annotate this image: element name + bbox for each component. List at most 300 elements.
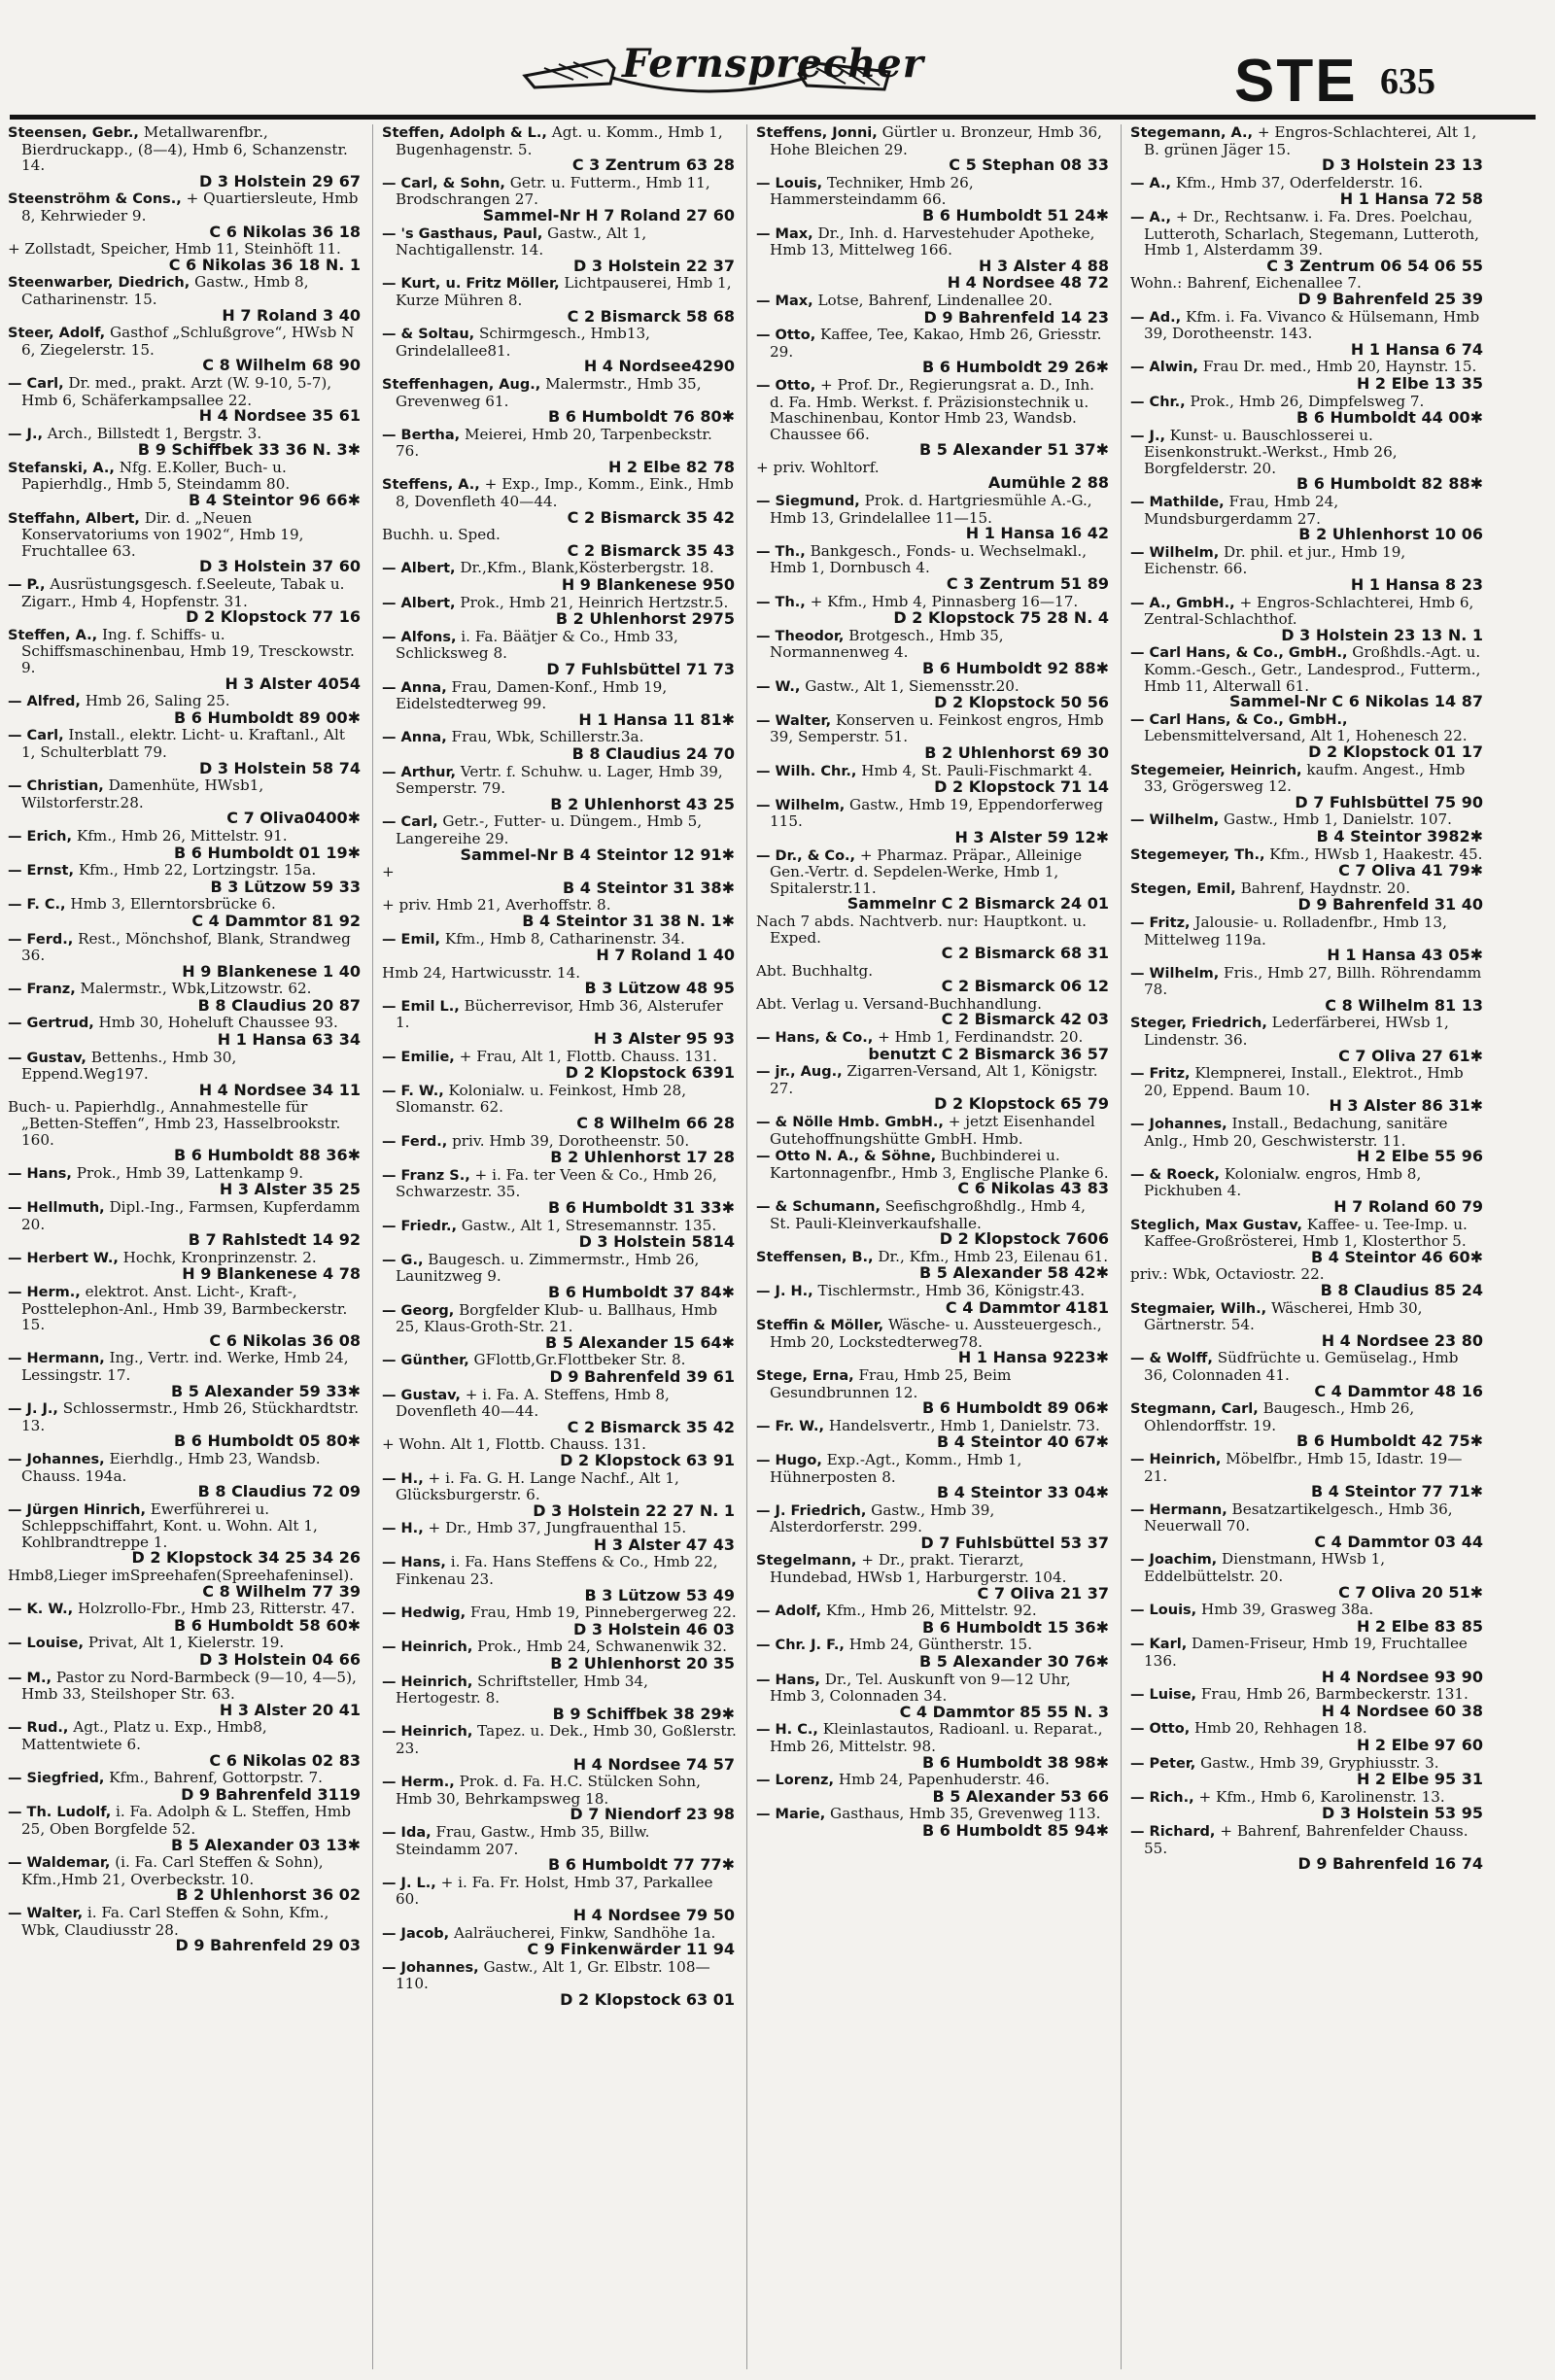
directory-entry: [8, 1601, 363, 1634]
entry-phone: D 2 Klopstock 77 16: [186, 607, 361, 627]
entry-phone: B 2 Uhlenhorst 20 35: [550, 1654, 735, 1673]
entry-details: Hmb 4, St. Pauli-Fischmarkt 4.: [856, 761, 1092, 779]
directory-entry: [756, 124, 1111, 174]
directory-entry: [382, 1959, 737, 2009]
entry-name: — Lorenz,: [756, 1773, 835, 1789]
entry-name: — Johannes,: [8, 1451, 105, 1467]
entry-name: — Franz S.,: [382, 1167, 470, 1184]
directory-entry: [8, 693, 363, 726]
entry-phone: H 4 Nordsee 35 61: [198, 406, 361, 426]
entry-name: — Jacob,: [382, 1925, 450, 1942]
entry-name: — Th.,: [756, 594, 806, 610]
entry-name: — Hans,: [382, 1555, 446, 1571]
entry-phone: C 6 Nikolas 36 18: [209, 222, 361, 241]
entry-name: — Günther,: [382, 1353, 469, 1369]
directory-entry: [8, 1568, 363, 1600]
entry-details: + Dr., prakt. Tierarzt, Hundebad, HWsb 1, Harburgerstr. 104.: [770, 1551, 1067, 1587]
entry-phone: D 3 Holstein 23 13: [1322, 155, 1483, 175]
entry-phone: H 1 Hansa 6 74: [1350, 339, 1483, 359]
entry-details: Bahrenf, Haydnstr. 20.: [1235, 879, 1411, 897]
directory-entry: [382, 175, 737, 224]
entry-phone: B 5 Alexander 03 13✱: [171, 1835, 361, 1854]
entry-phone: H 4 Nordsee 93 90: [1321, 1667, 1483, 1686]
directory-entry: [756, 594, 1111, 627]
entry-name: — Theodor,: [756, 628, 845, 644]
directory-entry: [756, 175, 1111, 224]
entry-phone: H 9 Blankenese 950: [561, 575, 735, 595]
entry-name: — Heinrich,: [382, 1639, 473, 1656]
entry-name: — Erich,: [8, 828, 73, 845]
directory-entry: [756, 628, 1111, 677]
entry-details: Dr., Tel. Auskunft von 9—12 Uhr, Hmb 3, Colonnaden 34.: [770, 1670, 1071, 1706]
entry-phone: B 2 Uhlenhorst 17 28: [550, 1148, 735, 1167]
entry-name: — J. H.,: [756, 1283, 813, 1299]
directory-entry: [1130, 275, 1485, 307]
entry-details: Abt. Buchhaltg.: [756, 961, 874, 980]
entry-details: Bücherrevisor, Hmb 36, Alsterufer 1.: [396, 996, 723, 1032]
entry-phone: D 3 Holstein 23 13 N. 1: [1281, 625, 1483, 644]
entry-details: priv. Hmb 39, Dorotheenstr. 50.: [447, 1131, 690, 1150]
entry-details: + i. Fa. G. H. Lange Nachf., Alt 1, Glücksburgerstr. 6.: [396, 1468, 679, 1504]
entry-details: Dr., Inh. d. Harvestehuder Apotheke, Hmb 13, Mittelweg 166.: [770, 224, 1095, 259]
entry-details: + Engros-Schlachterei, Hmb 6, Zentral-Schlachthof.: [1144, 593, 1474, 629]
directory-entry: [382, 476, 737, 526]
entry-phone: C 3 Zentrum 06 54 06 55: [1266, 256, 1483, 275]
entry-name: — Fritz,: [1130, 1066, 1191, 1083]
entry-phone: C 3 Zentrum 63 28: [571, 155, 735, 175]
entry-details: Agt., Platz u. Exp., Hmb8, Mattentwiete 6.: [21, 1718, 267, 1753]
directory-entry: [756, 1452, 1111, 1501]
entry-phone: D 7 Fuhlsbüttel 71 73: [546, 660, 735, 678]
entry-name: — Anna,: [382, 679, 447, 696]
entry-name: — Max,: [756, 225, 813, 242]
entry-phone: C 9 Finkenwärder 11 94: [527, 1940, 735, 1959]
entry-name: — Louis,: [1130, 1603, 1197, 1619]
entry-phone: H 1 Hansa 8 23: [1350, 575, 1483, 595]
entry-details: Frau, Wbk, Schillerstr.3a.: [446, 728, 644, 746]
entry-phone: C 2 Bismarck 35 43: [567, 540, 735, 560]
entry-details: + Wohn. Alt 1, Flottb. Chauss. 131.: [382, 1435, 646, 1454]
entry-phone: B 6 Humboldt 77 77✱: [547, 1855, 735, 1875]
entry-name: — & Wolff,: [1130, 1351, 1213, 1367]
directory-entry: [756, 1249, 1111, 1282]
entry-phone: D 2 Klopstock 7606: [939, 1229, 1109, 1249]
entry-phone: D 3 Holstein 29 67: [199, 171, 361, 190]
entry-name: Stegmaier, Wilh.,: [1130, 1300, 1267, 1317]
entry-details: Besatzartikelgesch., Hmb 36, Neuerwall 70.: [1144, 1500, 1453, 1535]
entry-name: — Arthur,: [382, 764, 457, 780]
entry-phone: H 3 Alster 4054: [225, 673, 361, 693]
directory-entry: [382, 1252, 737, 1301]
entry-details: Prok., Hmb 24, Schwanenwik 32.: [472, 1638, 728, 1656]
entry-name: — Friedr.,: [382, 1218, 457, 1234]
entry-details: Damenhüte, HWsb1, Wilstorferstr.28.: [21, 776, 264, 811]
entry-details: Dipl.-Ing., Farmsen, Kupferdamm 20.: [21, 1198, 361, 1233]
entry-phone: Sammelnr C 2 Bismarck 24 01: [847, 894, 1109, 914]
entry-phone: B 9 Schiffbek 33 36 N. 3✱: [137, 440, 361, 460]
directory-entry: [8, 124, 363, 190]
directory-entry: [1130, 811, 1485, 845]
entry-phone: C 2 Bismarck 42 03: [941, 1010, 1109, 1029]
entry-details: Wohn.: Bahrenf, Eichenallee 7.: [1130, 274, 1362, 293]
entry-phone: B 8 Claudius 72 09: [197, 1482, 361, 1501]
directory-entry: [382, 595, 737, 628]
entry-name: Steenwarber, Diedrich,: [8, 275, 190, 292]
entry-name: — Fr. W.,: [756, 1418, 824, 1434]
entry-name: — H.,: [382, 1470, 424, 1487]
entry-name: Stegemeyer, Th.,: [1130, 846, 1265, 863]
entry-phone: B 5 Alexander 53 66: [932, 1786, 1109, 1806]
entry-details: + priv. Hmb 21, Averhoffstr. 8.: [382, 896, 611, 914]
entry-name: — Hellmuth,: [8, 1200, 105, 1216]
directory-entry: [8, 460, 363, 509]
entry-phone: B 2 Uhlenhorst 69 30: [924, 742, 1109, 762]
entry-phone: D 9 Bahrenfeld 16 74: [1297, 1854, 1483, 1874]
directory-entry: [8, 1165, 363, 1198]
entry-name: — Mathilde,: [1130, 495, 1225, 511]
directory-entry: [382, 764, 737, 813]
entry-name: — Marie,: [756, 1807, 826, 1823]
entry-phone: Sammel-Nr C 6 Nikolas 14 87: [1228, 692, 1483, 711]
directory-entry: [8, 1250, 363, 1283]
directory-entry: [8, 1350, 363, 1399]
entry-name: Stegemann, A.,: [1130, 125, 1254, 141]
entry-name: — Ferd.,: [382, 1133, 448, 1150]
directory-entry: [756, 1283, 1111, 1316]
directory-entry: [8, 190, 363, 240]
directory-entry: [382, 965, 737, 997]
entry-phone: H 4 Nordsee 48 72: [947, 273, 1109, 293]
directory-entry: [8, 1770, 363, 1803]
entry-details: + jetzt Eisenhandel Gutehoffnungshütte GmbH. Hmb.: [770, 1113, 1095, 1148]
logo-script-text: Fernsprecher: [622, 41, 924, 86]
entry-details: Buchbinderei u. Kartonnagenfbr., Hmb 3, Englische Planke 6.: [770, 1147, 1109, 1182]
entry-phone: B 6 Humboldt 82 88✱: [1296, 474, 1483, 494]
entry-name: Steer, Adolf,: [8, 326, 106, 342]
entry-name: — & Nölle Hmb. GmbH.,: [756, 1115, 944, 1131]
directory-entry: [756, 327, 1111, 376]
entry-phone: B 6 Humboldt 37 84✱: [547, 1282, 735, 1301]
entry-details: Kolonialw. u. Feinkost, Hmb 28, Slomanstr. 62.: [396, 1081, 687, 1117]
directory-entry: [756, 1029, 1111, 1062]
entry-phone: D 3 Holstein 46 03: [573, 1619, 735, 1638]
entry-details: Lotse, Bahrenf, Lindenallee 20.: [812, 291, 1053, 309]
entry-details: Arch., Billstedt 1, Bergstr. 3.: [42, 424, 262, 442]
directory-entry: [756, 996, 1111, 1028]
entry-details: Techniker, Hmb 26, Hammersteindamm 66.: [770, 173, 974, 209]
directory-entry: [382, 527, 737, 559]
entry-details: Hmb 24, Güntherstr. 15.: [844, 1636, 1033, 1654]
entry-name: — Gertrud,: [8, 1016, 94, 1032]
directory-entry: [1130, 595, 1485, 644]
directory-entry: [756, 678, 1111, 711]
entry-details: Gastw., Alt 1, Stresemannstr. 135.: [456, 1216, 717, 1234]
directory-entry: [1130, 644, 1485, 709]
entry-phone: H 1 Hansa 9223✱: [957, 1348, 1109, 1367]
directory-entry: [756, 1772, 1111, 1805]
entry-phone: C 8 Wilhelm 66 28: [576, 1114, 735, 1133]
directory-entry: [382, 931, 737, 964]
entry-name: — G.,: [382, 1252, 424, 1268]
entry-phone: C 8 Wilhelm 68 90: [202, 356, 361, 375]
entry-details: Malermstr., Hmb 35, Grevenweg 61.: [396, 374, 702, 410]
entry-phone: B 6 Humboldt 38 98✱: [921, 1752, 1109, 1772]
entry-phone: H 3 Alster 59 12✱: [954, 827, 1109, 846]
entry-details: + Prof. Dr., Regierungsrat a. D., Inh. d. Fa. Hmb. Werkst. f. Präzisionstechnik u. Maschinenbau, Kontor Hmb 23, Wandsb. Chaussee 66.: [770, 375, 1094, 443]
entry-details: i. Fa. Carl Steffen & Sohn, Kfm., Wbk, Claudiusstr 28.: [21, 1903, 329, 1939]
entry-phone: D 3 Holstein 22 37: [573, 256, 735, 275]
directory-entry: [382, 326, 737, 375]
entry-details: + Pharmaz. Präpar., Alleinige Gen.-Vertr. d. Sepdelen-Werke, Hmb 1, Spitalerstr.11.: [770, 845, 1083, 897]
entry-name: — J.,: [1130, 428, 1165, 444]
directory-entry: [756, 763, 1111, 796]
entry-details: + priv. Wohltorf.: [756, 458, 880, 476]
entry-name: — Ida,: [382, 1824, 432, 1841]
entry-name: — Franz,: [8, 982, 76, 998]
directory-entry: [1130, 544, 1485, 594]
entry-phone: B 2 Uhlenhorst 36 02: [176, 1885, 361, 1905]
directory-entry: [756, 1721, 1111, 1771]
entry-name: — Max,: [756, 293, 813, 309]
entry-phone: B 8 Claudius 24 70: [571, 743, 735, 763]
directory-entry: [1130, 1720, 1485, 1753]
directory-entry: [8, 1804, 363, 1853]
entry-phone: D 7 Niendorf 23 98: [570, 1805, 735, 1824]
directory-entry: [8, 627, 363, 692]
entry-phone: B 4 Steintor 96 66✱: [189, 491, 361, 510]
entry-details: +: [382, 863, 395, 881]
directory-entry: [382, 427, 737, 476]
entry-details: Hmb 26, Saling 25.: [80, 692, 230, 710]
entry-name: — Rud.,: [8, 1720, 69, 1737]
entry-details: priv.: Wbk, Octaviostr. 22.: [1130, 1265, 1325, 1284]
directory-entry: [382, 225, 737, 275]
directory-entry: [1130, 1217, 1485, 1266]
entry-name: — Carl Hans, & Co., GmbH.,: [1130, 645, 1348, 662]
entry-phone: B 6 Humboldt 51 24✱: [921, 205, 1109, 224]
directory-entry: [8, 1050, 363, 1099]
entry-phone: benutzt C 2 Bismarck 36 57: [868, 1044, 1109, 1063]
entry-name: — J. J.,: [8, 1401, 58, 1418]
directory-entry: [8, 426, 363, 459]
entry-details: Kunst- u. Bauschlosserei u. Eisenkonstrukt.-Werkst., Hmb 26, Borgfelderstr. 20.: [1144, 426, 1398, 477]
entry-name: — P.,: [8, 577, 46, 594]
entry-phone: D 2 Klopstock 63 91: [560, 1450, 735, 1469]
entry-name: — Hedwig,: [382, 1605, 466, 1622]
entry-phone: C 2 Bismarck 35 42: [567, 507, 735, 527]
entry-phone: D 9 Bahrenfeld 29 03: [175, 1936, 361, 1955]
entry-details: Gastw., Hmb 39, Gryphiusstr. 3.: [1195, 1753, 1439, 1772]
directory-entry: [8, 1905, 363, 1954]
entry-phone: D 2 Klopstock 6391: [565, 1063, 735, 1083]
entry-phone: H 7 Roland 60 79: [1333, 1197, 1483, 1216]
entry-phone: C 2 Bismarck 58 68: [567, 306, 735, 326]
entry-details: Dr. med., prakt. Arzt (W. 9-10, 5-7), Hmb 6, Schäferkampsallee 22.: [21, 373, 332, 409]
directory-entry: [756, 1637, 1111, 1670]
entry-phone: D 9 Bahrenfeld 39 61: [549, 1366, 735, 1386]
entry-details: Dr. phil. et jur., Hmb 19, Eichenstr. 66.: [1144, 542, 1406, 578]
entry-name: Stegmann, Carl,: [1130, 1401, 1259, 1418]
directory-entry: [1130, 1789, 1485, 1822]
entry-name: Steffensen, B.,: [756, 1249, 874, 1265]
directory-entry: [1130, 1686, 1485, 1719]
entry-details: Kolonialw. engros, Hmb 8, Pickhuben 4.: [1144, 1164, 1422, 1200]
entry-phone: D 3 Holstein 22 27 N. 1: [533, 1500, 735, 1520]
entry-details: Schriftsteller, Hmb 34, Hertogestr. 8.: [396, 1672, 648, 1707]
entry-name: Stege, Erna,: [756, 1367, 854, 1384]
directory-entry: [1130, 1266, 1485, 1298]
directory-entry: [382, 1352, 737, 1385]
entry-details: Frau, Hmb 26, Barmbeckerstr. 131.: [1196, 1685, 1469, 1704]
directory-entry: [382, 1638, 737, 1672]
directory-entry: [756, 1806, 1111, 1839]
directory-entry: [382, 729, 737, 762]
entry-details: Tischlermstr., Hmb 36, Königstr.43.: [812, 1281, 1086, 1299]
directory-entry: [8, 1719, 363, 1769]
entry-name: Steglich, Max Gustav,: [1130, 1217, 1302, 1233]
entry-details: Hochk, Kronprinzenstr. 2.: [118, 1248, 317, 1266]
entry-phone: B 6 Humboldt 15 36✱: [921, 1617, 1109, 1637]
entry-phone: C 8 Wilhelm 77 39: [202, 1581, 361, 1601]
entry-details: Schirmgesch., Hmb13, Grindelallee81.: [396, 325, 651, 360]
directory-entry: [8, 981, 363, 1014]
entry-details: Hmb 30, Hoheluft Chaussee 93.: [93, 1014, 338, 1032]
entry-details: Prok. d. Hartgriesmühle A.-G., Hmb 13, Grindelallee 11—15.: [770, 492, 1092, 527]
entry-details: + Zollstadt, Speicher, Hmb 11, Steinhöft 11.: [8, 240, 341, 259]
entry-details: Kfm., Hmb 37, Oderfelderstr. 16.: [1171, 173, 1424, 191]
entry-phone: B 9 Schiffbek 38 29✱: [552, 1704, 735, 1723]
entry-phone: B 6 Humboldt 01 19✱: [173, 843, 361, 862]
entry-name: — 's Gasthaus, Paul,: [382, 225, 543, 242]
entry-details: Baugesch. u. Zimmermstr., Hmb 26, Launitzweg 9.: [396, 1250, 700, 1286]
entry-name: Steffen, A.,: [8, 627, 98, 643]
entry-details: Zigarren-Versand, Alt 1, Königstr. 27.: [770, 1062, 1098, 1097]
entry-phone: H 4 Nordsee 23 80: [1321, 1330, 1483, 1350]
entry-details: i. Fa. Bäätjer & Co., Hmb 33, Schlicksweg 8.: [396, 627, 678, 663]
entry-details: Fris., Hmb 27, Billh. Röhrendamm 78.: [1144, 963, 1482, 999]
directory-entry: [1130, 394, 1485, 427]
entry-phone: C 6 Nikolas 02 83: [209, 1750, 361, 1770]
page-number: 635: [1380, 61, 1435, 102]
entry-name: — Joachim,: [1130, 1552, 1218, 1569]
entry-phone: C 7 Oliva 27 61✱: [1338, 1046, 1483, 1065]
entry-details: Buchh. u. Sped.: [382, 526, 501, 544]
entry-details: Prok., Hmb 26, Dimpfelsweg 7.: [1185, 392, 1425, 410]
entry-phone: B 5 Alexander 15 64✱: [545, 1332, 735, 1352]
entry-name: — Johannes,: [382, 1959, 479, 1976]
entry-phone: D 3 Holstein 04 66: [199, 1650, 361, 1670]
entry-name: — Otto,: [1130, 1721, 1191, 1738]
entry-phone: H 4 Nordsee 79 50: [572, 1905, 735, 1924]
entry-name: — Alfred,: [8, 694, 81, 710]
entry-name: — Georg,: [382, 1302, 455, 1319]
directory-entry: [1130, 880, 1485, 914]
entry-details: Metallwarenfbr., Bierdruckapp., (8—4), Hmb 6, Schanzenstr. 14.: [21, 124, 348, 175]
entry-name: — Albert,: [382, 595, 456, 611]
entry-phone: B 5 Alexander 30 76✱: [919, 1652, 1109, 1672]
entry-name: — A.,: [1130, 175, 1172, 191]
directory-entry: [756, 225, 1111, 275]
directory-entry: [382, 1436, 737, 1468]
entry-name: — Albert,: [382, 561, 456, 577]
entry-name: — F. W.,: [382, 1083, 444, 1099]
entry-phone: H 2 Elbe 55 96: [1356, 1147, 1483, 1166]
entry-details: Schlossermstr., Hmb 26, Stückhardtstr. 13.: [21, 1399, 360, 1434]
entry-details: Gasthof „Schlußgrove“, HWsb N 6, Ziegelerstr. 15.: [21, 324, 355, 359]
directory-entry: [382, 998, 737, 1048]
entry-phone: C 2 Bismarck 06 12: [941, 977, 1109, 996]
entry-details: Ewerführerei u. Schleppschiffahrt, Kont. u. Wohn. Alt 1, Kohlbrandtreppe 1.: [21, 1500, 318, 1551]
entry-name: — Hugo,: [756, 1452, 822, 1468]
entry-details: Getr. u. Futterm., Hmb 11, Brodschrangen 27.: [396, 173, 710, 209]
entry-phone: D 7 Fuhlsbüttel 75 90: [1295, 792, 1483, 811]
entry-phone: C 7 Oliva0400✱: [226, 809, 361, 828]
entry-name: — Siegmund,: [756, 494, 860, 510]
directory-entry: [8, 1284, 363, 1349]
entry-details: Pastor zu Nord-Barmbeck (9—10, 4—5), Hmb 33, Steilshoper Str. 63.: [21, 1668, 357, 1704]
entry-phone: D 2 Klopstock 63 01: [560, 1989, 735, 2009]
entry-name: — Heinrich,: [1130, 1451, 1222, 1467]
directory-entry: [8, 931, 363, 981]
entry-phone: B 6 Humboldt 85 94✱: [921, 1820, 1109, 1840]
entry-details: + Hmb 1, Ferdinandstr. 20.: [873, 1028, 1084, 1047]
entry-phone: B 6 Humboldt 31 33✱: [547, 1198, 735, 1217]
entry-phone: H 2 Elbe 95 31: [1356, 1770, 1483, 1789]
entry-phone: B 5 Alexander 51 37✱: [919, 440, 1109, 460]
entry-phone: B 4 Steintor 31 38✱: [563, 878, 735, 897]
directory-entry: [382, 1723, 737, 1773]
directory-entry: [1130, 1602, 1485, 1635]
entry-details: Hmb 24, Papenhuderstr. 46.: [834, 1771, 1050, 1789]
entry-details: Dir. d. „Neuen Konservatoriums von 1902“, Hmb 19, Fruchtallee 63.: [21, 508, 304, 560]
telephone-emblem: [515, 39, 924, 107]
entry-name: — H. C.,: [756, 1722, 818, 1739]
entry-phone: B 6 Humboldt 42 75✱: [1296, 1431, 1483, 1451]
entry-details: Borgfelder Klub- u. Ballhaus, Hmb 25, Klaus-Groth-Str. 21.: [396, 1300, 718, 1336]
entry-details: + Engros-Schlachterei, Alt 1, B. grünen Jäger 15.: [1144, 124, 1477, 158]
entry-details: + i. Fa. Fr. Holst, Hmb 37, Parkallee 60.: [396, 1873, 713, 1909]
entry-phone: C 7 Oliva 20 51✱: [1338, 1582, 1483, 1602]
directory-entry: [1130, 1116, 1485, 1165]
entry-phone: B 2 Uhlenhorst 43 25: [550, 794, 735, 813]
entry-phone: B 3 Lützow 59 33: [210, 877, 361, 896]
entry-phone: C 7 Oliva 21 37: [977, 1583, 1109, 1603]
entry-phone: B 6 Humboldt 89 00✱: [173, 707, 361, 727]
entry-name: — Wilhelm,: [1130, 812, 1220, 829]
directory-entry: [382, 1049, 737, 1082]
entry-details: Prok., Hmb 21, Heinrich Hertzstr.5.: [455, 593, 729, 611]
directory-entry: [382, 1925, 737, 1958]
entry-name: — Walter,: [756, 712, 832, 729]
entry-name: — Kurt, u. Fritz Möller,: [382, 276, 560, 293]
entry-details: Exp.-Agt., Komm., Hmb 1, Hühnerposten 8.: [770, 1450, 1022, 1486]
entry-details: Kleinlastautos, Radioanl. u. Reparat., Hmb 26, Mittelstr. 98.: [770, 1720, 1103, 1755]
entry-name: — Ernst,: [8, 863, 74, 880]
entry-phone: B 5 Alexander 59 33✱: [171, 1381, 361, 1400]
entry-details: (i. Fa. Carl Steffen & Sohn), Kfm.,Hmb 21, Overbeckstr. 10.: [21, 1853, 324, 1888]
entry-name: — Karl,: [1130, 1637, 1188, 1653]
entry-details: kaufm. Angest., Hmb 33, Grögersweg 12.: [1144, 760, 1466, 796]
entry-phone: C 4 Dammtor 48 16: [1314, 1381, 1483, 1400]
entry-details: i. Fa. Adolph & L. Steffen, Hmb 25, Oben Borgfelde 52.: [21, 1803, 351, 1838]
directory-entry: [382, 1387, 737, 1436]
entry-name: — Carl, & Sohn,: [382, 175, 505, 191]
entry-details: Kfm., Bahrenf, Gottorpstr. 7.: [104, 1769, 324, 1787]
entry-phone: B 8 Claudius 20 87: [197, 995, 361, 1015]
entry-name: — J. Friedrich,: [756, 1502, 867, 1519]
entry-name: — Wilhelm,: [756, 797, 846, 813]
directory-entry: [382, 1302, 737, 1352]
